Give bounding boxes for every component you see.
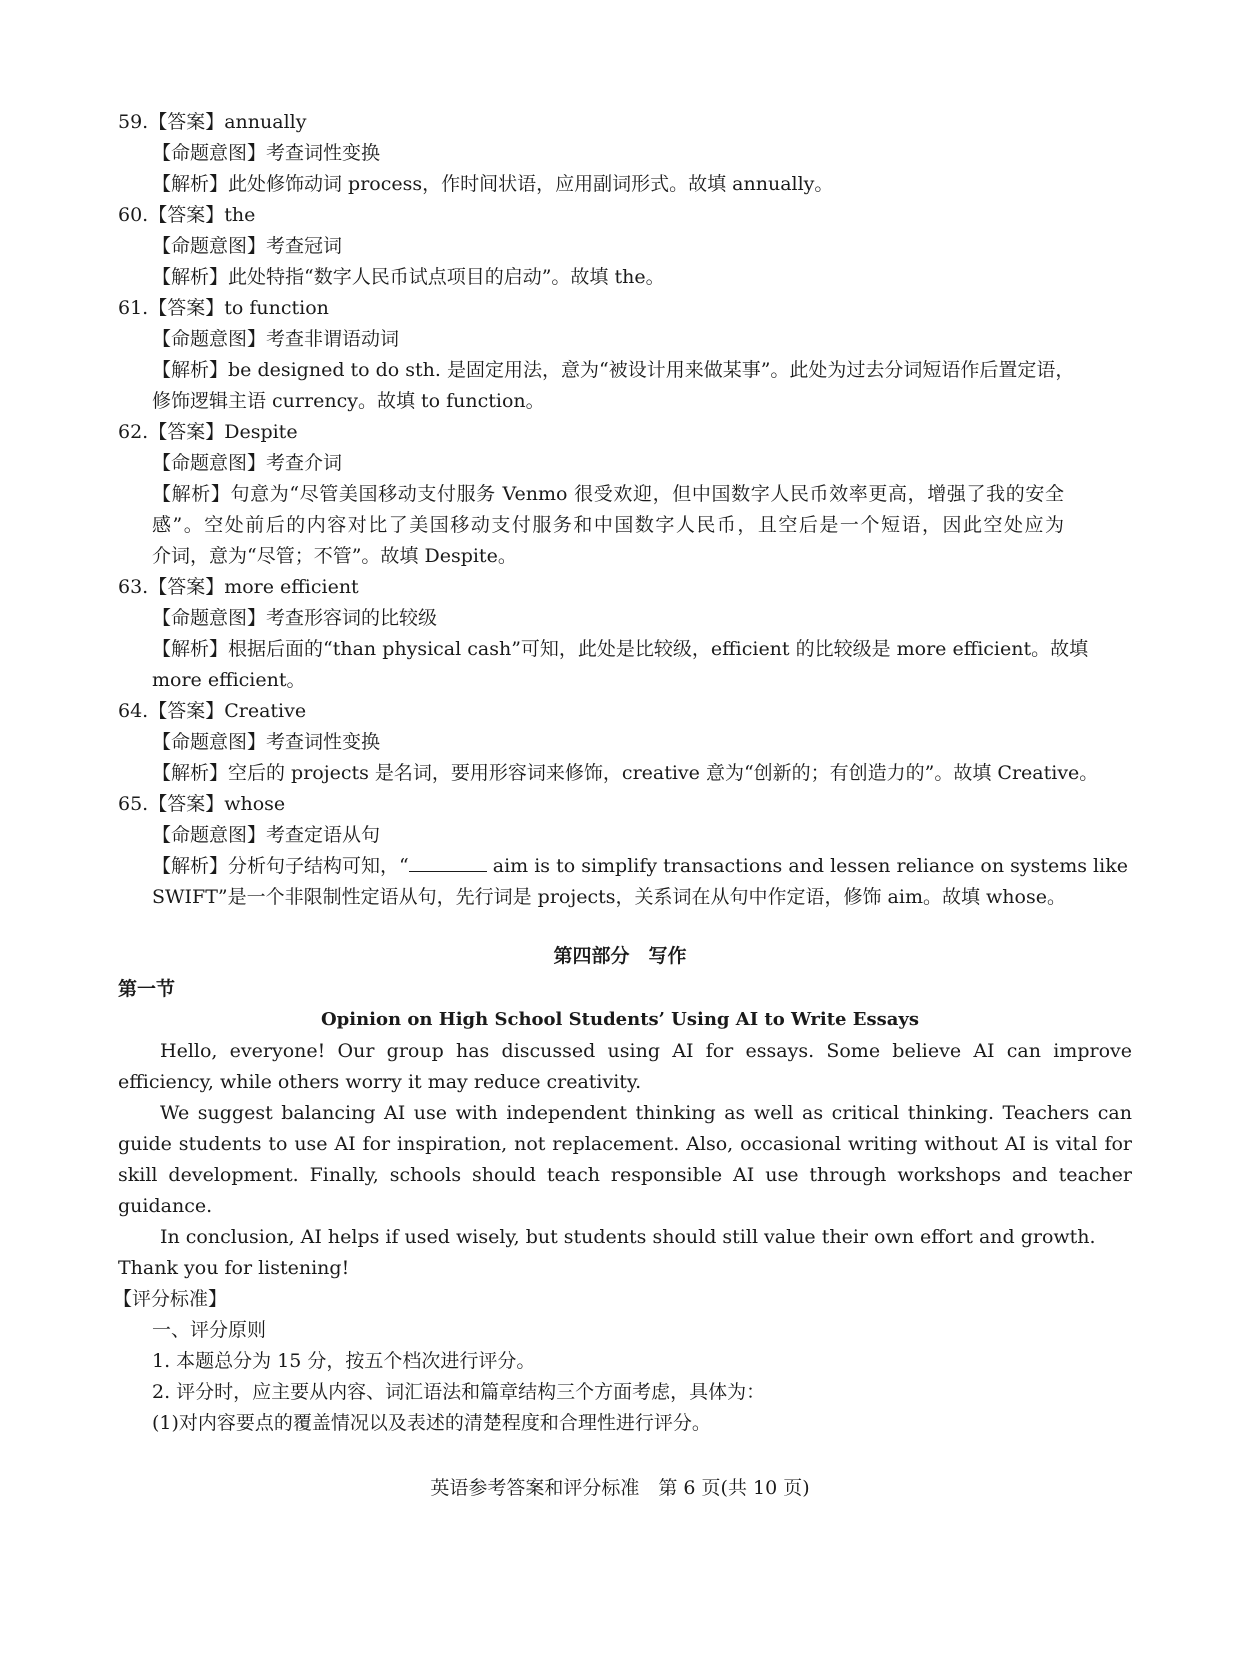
essay-title: Opinion on High School Students’ Using AI to Write Essays: [320, 1009, 920, 1030]
item-61-analysis-line-1: 【解析】be designed to do sth. 是固定用法，意为“被设计用来做某事”。此处为过去分词短语作后置定语，: [152, 359, 1075, 381]
essay-line: Thank you for listening!: [118, 1257, 350, 1279]
item-64-intent: 【命题意图】考查词性变换: [152, 731, 381, 753]
answer: 【答案】Despite: [148, 421, 298, 443]
answer: 【答案】more efficient: [148, 576, 359, 598]
answer: 【答案】annually: [148, 111, 307, 133]
item-63-analysis-line-1: 【解析】根据后面的“than physical cash”可知，此处是比较级，efficient 的比较级是 more efficient。故填: [152, 638, 1089, 660]
answer: 【答案】the: [148, 204, 256, 226]
blank-line: [409, 855, 487, 872]
item-62-intent: 【命题意图】考查介词: [152, 452, 343, 474]
essay-line: We suggest balancing AI use with independent thinking as well as critical thinking. Teachers can: [160, 1102, 1132, 1124]
item-64-answer-line: [118, 697, 306, 725]
item-number: 63.: [118, 576, 149, 598]
grading-point-1: 1. 本题总分为 15 分，按五个档次进行评分。: [152, 1350, 536, 1372]
item-63-analysis-line-2: more efficient。: [152, 669, 306, 691]
item-62-analysis-line-3: 介词，意为“尽管；不管”。故填 Despite。: [152, 545, 517, 567]
grading-point-3: (1)对内容要点的覆盖情况以及表述的清楚程度和合理性进行评分。: [152, 1412, 711, 1434]
item-64-analysis: 【解析】空后的 projects 是名词，要用形容词来修饰，creative 意为“创新的；有创造力的”。故填 Creative。: [152, 762, 1099, 784]
essay-line: Hello, everyone! Our group has discussed using AI for essays. Some believe AI can improve: [160, 1040, 1132, 1062]
answer: 【答案】Creative: [148, 700, 307, 722]
item-65-analysis-line-2: SWIFT”是一个非限制性定语从句，先行词是 projects，关系词在从句中作定语，修饰 aim。故填 whose。: [152, 886, 1066, 908]
essay-line: skill development. Finally, schools should teach responsible AI use through workshops and teacher: [118, 1164, 1132, 1186]
item-62-answer-line: [118, 418, 298, 446]
item-number: 65.: [118, 793, 149, 815]
item-62-analysis-line-1: 【解析】句意为“尽管美国移动支付服务 Venmo 很受欢迎，但中国数字人民币效率更高，增强了我的安全: [152, 483, 1064, 505]
grading-point-2: 2. 评分时，应主要从内容、词汇语法和篇章结构三个方面考虑，具体为：: [152, 1381, 766, 1403]
item-number: 60.: [118, 204, 149, 226]
item-65-analysis-line-1: [152, 852, 1128, 880]
essay-line: guidance.: [118, 1195, 213, 1217]
item-59-analysis: 【解析】此处修饰动词 process，作时间状语，应用副词形式。故填 annually。: [152, 173, 834, 195]
essay-line: efficiency, while others worry it may reduce creativity.: [118, 1071, 642, 1093]
item-61-analysis-line-2: 修饰逻辑主语 currency。故填 to function。: [152, 390, 545, 412]
item-61-intent: 【命题意图】考查非谓语动词: [152, 328, 400, 350]
item-59-intent: 【命题意图】考查词性变换: [152, 142, 381, 164]
page-footer: 英语参考答案和评分标准 第 6 页(共 10 页): [430, 1477, 810, 1499]
grading-title: 【评分标准】: [113, 1288, 228, 1310]
item-number: 61.: [118, 297, 149, 319]
item-63-intent: 【命题意图】考查形容词的比较级: [152, 607, 438, 629]
item-60-analysis: 【解析】此处特指“数字人民币试点项目的启动”。故填 the。: [152, 266, 665, 288]
answer: 【答案】to function: [148, 297, 329, 319]
item-number: 62.: [118, 421, 149, 443]
analysis-quote: aim is to simplify transactions and lessen reliance on systems like: [486, 855, 1128, 877]
item-number: 64.: [118, 700, 149, 722]
item-59-answer-line: [118, 108, 306, 136]
item-number: 59.: [118, 111, 149, 133]
item-63-answer-line: [118, 573, 359, 601]
analysis-prefix: 【解析】分析句子结构可知，“: [152, 855, 409, 877]
item-61-answer-line: [118, 294, 329, 322]
item-60-answer-line: [118, 201, 255, 229]
part-title: 第四部分 写作: [553, 945, 687, 967]
essay-line: guide students to use AI for inspiration, not replacement. Also, occasional writing without AI is vital for: [118, 1133, 1132, 1155]
essay-line: In conclusion, AI helps if used wisely, but students should still value their own effort and growth.: [160, 1226, 1096, 1248]
item-60-intent: 【命题意图】考查冠词: [152, 235, 343, 257]
item-65-answer-line: [118, 790, 285, 818]
section-title: 第一节: [118, 978, 176, 1000]
grading-principle: 一、评分原则: [152, 1319, 267, 1341]
item-65-intent: 【命题意图】考查定语从句: [152, 824, 381, 846]
answer: 【答案】whose: [148, 793, 286, 815]
item-62-analysis-line-2: 感”。空处前后的内容对比了美国移动支付服务和中国数字人民币，且空后是一个短语，因此空处应为: [152, 514, 1064, 536]
